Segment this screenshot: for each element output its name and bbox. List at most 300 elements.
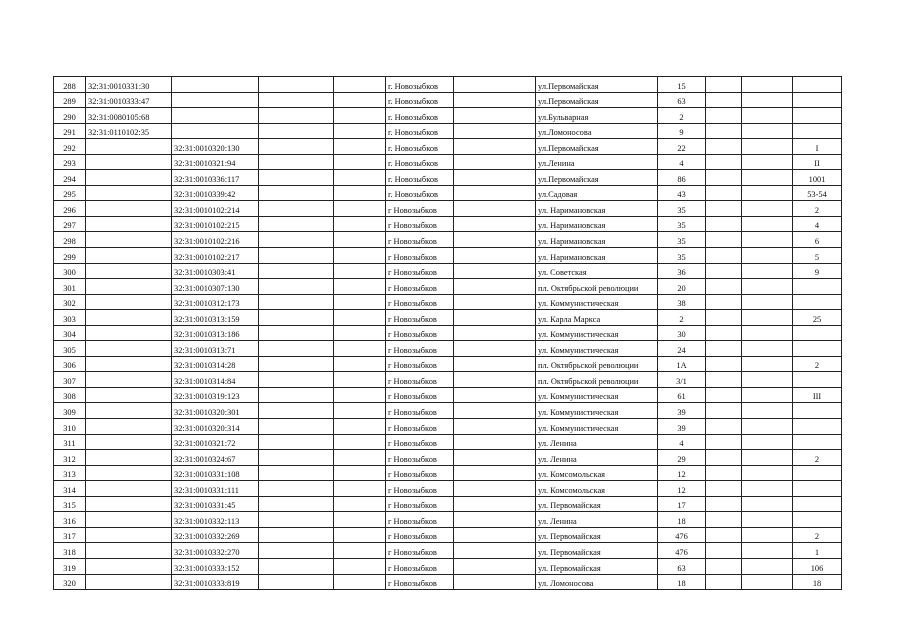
blank-cell	[454, 512, 536, 528]
house-number-cell: 63	[658, 92, 706, 108]
cadastral-number-building: 32:31:0010312:173	[172, 294, 259, 310]
premises-number-cell	[793, 481, 842, 497]
table-row	[54, 372, 842, 388]
blank-cell	[259, 248, 334, 264]
blank-cell	[334, 263, 386, 279]
cadastral-number-building: 32:31:0010321:94	[172, 154, 259, 170]
row-number: 293	[54, 154, 86, 170]
row-number: 304	[54, 325, 86, 341]
blank-cell	[706, 263, 742, 279]
locality-cell: г Новозыбков	[386, 341, 454, 357]
house-number-cell: 2	[658, 108, 706, 124]
premises-number-cell: 2	[793, 201, 842, 217]
blank-cell	[706, 108, 742, 124]
blank-cell	[334, 341, 386, 357]
locality-cell: г Новозыбков	[386, 558, 454, 574]
street-cell: ул.Первомайская	[536, 92, 658, 108]
cadastral-number-land	[86, 248, 172, 264]
cadastral-number-building: 32:31:0010319:123	[172, 387, 259, 403]
blank-cell	[259, 154, 334, 170]
table-row	[54, 512, 842, 528]
row-number: 299	[54, 248, 86, 264]
house-number-cell: 17	[658, 496, 706, 512]
street-cell: ул. Карла Маркса	[536, 310, 658, 326]
locality-cell: г. Новозыбков	[386, 77, 454, 93]
blank-cell	[706, 248, 742, 264]
blank-cell	[706, 185, 742, 201]
blank-cell	[454, 356, 536, 372]
blank-cell	[259, 481, 334, 497]
cadastral-number-building	[172, 92, 259, 108]
blank-cell	[454, 419, 536, 435]
blank-cell	[334, 387, 386, 403]
table-row	[54, 294, 842, 310]
blank-cell	[742, 450, 793, 466]
row-number: 307	[54, 372, 86, 388]
table-row	[54, 543, 842, 559]
house-number-cell: 39	[658, 403, 706, 419]
blank-cell	[742, 356, 793, 372]
blank-cell	[334, 574, 386, 590]
cadastral-number-building: 32:31:0010331:108	[172, 465, 259, 481]
row-number: 318	[54, 543, 86, 559]
cadastral-number-building: 32:31:0010336:117	[172, 170, 259, 186]
locality-cell: г. Новозыбков	[386, 123, 454, 139]
blank-cell	[259, 92, 334, 108]
blank-cell	[454, 170, 536, 186]
blank-cell	[454, 527, 536, 543]
blank-cell	[334, 216, 386, 232]
street-cell: ул.Садовая	[536, 185, 658, 201]
locality-cell: г Новозыбков	[386, 248, 454, 264]
premises-number-cell: I	[793, 139, 842, 155]
blank-cell	[706, 403, 742, 419]
blank-cell	[706, 543, 742, 559]
premises-number-cell	[793, 325, 842, 341]
blank-cell	[259, 527, 334, 543]
row-number: 295	[54, 185, 86, 201]
premises-number-cell: 25	[793, 310, 842, 326]
street-cell: ул.Бульварная	[536, 108, 658, 124]
table-row	[54, 481, 842, 497]
cadastral-number-land	[86, 139, 172, 155]
house-number-cell: 24	[658, 341, 706, 357]
blank-cell	[259, 201, 334, 217]
blank-cell	[259, 123, 334, 139]
cadastral-number-land	[86, 465, 172, 481]
premises-number-cell	[793, 403, 842, 419]
premises-number-cell	[793, 434, 842, 450]
cadastral-number-building: 32:31:0010313:159	[172, 310, 259, 326]
cadastral-number-land	[86, 558, 172, 574]
blank-cell	[454, 232, 536, 248]
street-cell: ул. Коммунистическая	[536, 403, 658, 419]
blank-cell	[706, 419, 742, 435]
street-cell: пл. Октябрьской революции	[536, 372, 658, 388]
row-number: 320	[54, 574, 86, 590]
table-row	[54, 403, 842, 419]
blank-cell	[742, 232, 793, 248]
table-row	[54, 574, 842, 590]
table-row	[54, 496, 842, 512]
cadastral-number-land	[86, 325, 172, 341]
blank-cell	[259, 108, 334, 124]
blank-cell	[259, 543, 334, 559]
cadastral-number-land	[86, 450, 172, 466]
locality-cell: г Новозыбков	[386, 527, 454, 543]
row-number: 289	[54, 92, 86, 108]
cadastral-number-land	[86, 170, 172, 186]
cadastral-number-land	[86, 232, 172, 248]
cadastral-number-land	[86, 403, 172, 419]
cadastral-number-building	[172, 123, 259, 139]
blank-cell	[742, 325, 793, 341]
blank-cell	[706, 574, 742, 590]
blank-cell	[454, 372, 536, 388]
blank-cell	[706, 341, 742, 357]
blank-cell	[454, 387, 536, 403]
blank-cell	[454, 465, 536, 481]
premises-number-cell	[793, 279, 842, 295]
street-cell: пл. Октябрьской революции	[536, 279, 658, 295]
cadastral-number-land	[86, 481, 172, 497]
cadastral-number-building: 32:31:0010314:84	[172, 372, 259, 388]
locality-cell: г. Новозыбков	[386, 185, 454, 201]
blank-cell	[742, 310, 793, 326]
row-number: 291	[54, 123, 86, 139]
locality-cell: г Новозыбков	[386, 481, 454, 497]
blank-cell	[706, 170, 742, 186]
street-cell: ул. Коммунистическая	[536, 341, 658, 357]
row-number: 301	[54, 279, 86, 295]
row-number: 314	[54, 481, 86, 497]
house-number-cell: 43	[658, 185, 706, 201]
blank-cell	[454, 325, 536, 341]
premises-number-cell	[793, 108, 842, 124]
premises-number-cell: III	[793, 387, 842, 403]
street-cell: ул. Комсомольская	[536, 481, 658, 497]
cadastral-number-land: 32:31:0080105:68	[86, 108, 172, 124]
table-row	[54, 201, 842, 217]
cadastral-number-land	[86, 434, 172, 450]
cadastral-number-land	[86, 263, 172, 279]
blank-cell	[454, 450, 536, 466]
blank-cell	[334, 248, 386, 264]
premises-number-cell: 53-54	[793, 185, 842, 201]
street-cell: ул.Ломоносова	[536, 123, 658, 139]
street-cell: ул. Ленина	[536, 512, 658, 528]
blank-cell	[706, 154, 742, 170]
premises-number-cell: 2	[793, 450, 842, 466]
blank-cell	[259, 310, 334, 326]
blank-cell	[742, 123, 793, 139]
street-cell: ул. Наримановская	[536, 201, 658, 217]
table-row	[54, 434, 842, 450]
blank-cell	[742, 92, 793, 108]
blank-cell	[334, 356, 386, 372]
blank-cell	[454, 434, 536, 450]
house-number-cell: 20	[658, 279, 706, 295]
blank-cell	[742, 465, 793, 481]
blank-cell	[259, 372, 334, 388]
street-cell: пл. Октябрьской революции	[536, 356, 658, 372]
blank-cell	[334, 543, 386, 559]
blank-cell	[706, 310, 742, 326]
locality-cell: г Новозыбков	[386, 543, 454, 559]
blank-cell	[742, 216, 793, 232]
locality-cell: г. Новозыбков	[386, 108, 454, 124]
locality-cell: г. Новозыбков	[386, 139, 454, 155]
premises-number-cell: 1	[793, 543, 842, 559]
cadastral-number-building: 32:31:0010102:216	[172, 232, 259, 248]
premises-number-cell: 6	[793, 232, 842, 248]
street-cell: ул. Первомайская	[536, 527, 658, 543]
blank-cell	[706, 527, 742, 543]
street-cell: ул.Ленина	[536, 154, 658, 170]
premises-number-cell	[793, 77, 842, 93]
locality-cell: г Новозыбков	[386, 201, 454, 217]
blank-cell	[454, 481, 536, 497]
cadastral-number-building: 32:31:0010333:152	[172, 558, 259, 574]
row-number: 319	[54, 558, 86, 574]
blank-cell	[706, 294, 742, 310]
table-row	[54, 527, 842, 543]
premises-number-cell: 4	[793, 216, 842, 232]
row-number: 294	[54, 170, 86, 186]
street-cell: ул. Ленина	[536, 450, 658, 466]
blank-cell	[259, 465, 334, 481]
row-number: 303	[54, 310, 86, 326]
blank-cell	[334, 139, 386, 155]
premises-number-cell: 5	[793, 248, 842, 264]
table-row	[54, 450, 842, 466]
street-cell: ул. Первомайская	[536, 543, 658, 559]
cadastral-number-building: 32:31:0010307:130	[172, 279, 259, 295]
table-row	[54, 341, 842, 357]
table-row	[54, 325, 842, 341]
premises-number-cell: 2	[793, 527, 842, 543]
blank-cell	[742, 294, 793, 310]
house-number-cell: 1А	[658, 356, 706, 372]
house-number-cell: 18	[658, 574, 706, 590]
blank-cell	[259, 574, 334, 590]
row-number: 298	[54, 232, 86, 248]
blank-cell	[454, 263, 536, 279]
blank-cell	[454, 92, 536, 108]
blank-cell	[334, 77, 386, 93]
street-cell: ул. Коммунистическая	[536, 325, 658, 341]
blank-cell	[259, 403, 334, 419]
blank-cell	[742, 496, 793, 512]
blank-cell	[706, 201, 742, 217]
cadastral-number-building: 32:31:0010332:113	[172, 512, 259, 528]
row-number: 316	[54, 512, 86, 528]
row-number: 312	[54, 450, 86, 466]
blank-cell	[259, 325, 334, 341]
blank-cell	[706, 232, 742, 248]
blank-cell	[334, 154, 386, 170]
cadastral-number-land	[86, 216, 172, 232]
blank-cell	[706, 216, 742, 232]
house-number-cell: 38	[658, 294, 706, 310]
street-cell: ул. Наримановская	[536, 248, 658, 264]
blank-cell	[454, 574, 536, 590]
table-row	[54, 154, 842, 170]
blank-cell	[742, 387, 793, 403]
street-cell: ул. Комсомольская	[536, 465, 658, 481]
blank-cell	[742, 108, 793, 124]
premises-number-cell	[793, 92, 842, 108]
premises-number-cell: 1001	[793, 170, 842, 186]
blank-cell	[454, 216, 536, 232]
cadastral-number-land	[86, 372, 172, 388]
cadastral-number-land: 32:31:0110102:35	[86, 123, 172, 139]
blank-cell	[259, 387, 334, 403]
locality-cell: г Новозыбков	[386, 372, 454, 388]
row-number: 290	[54, 108, 86, 124]
blank-cell	[259, 419, 334, 435]
blank-cell	[334, 201, 386, 217]
locality-cell: г Новозыбков	[386, 419, 454, 435]
blank-cell	[334, 558, 386, 574]
cadastral-number-land	[86, 279, 172, 295]
street-cell: ул.Первомайская	[536, 77, 658, 93]
blank-cell	[706, 325, 742, 341]
blank-cell	[742, 185, 793, 201]
cadastral-number-land	[86, 527, 172, 543]
locality-cell: г Новозыбков	[386, 496, 454, 512]
blank-cell	[259, 356, 334, 372]
cadastral-number-land	[86, 341, 172, 357]
locality-cell: г. Новозыбков	[386, 154, 454, 170]
street-cell: ул. Советская	[536, 263, 658, 279]
street-cell: ул. Коммунистическая	[536, 387, 658, 403]
premises-number-cell	[793, 294, 842, 310]
blank-cell	[742, 543, 793, 559]
house-number-cell: 39	[658, 419, 706, 435]
cadastral-number-building: 32:31:0010102:214	[172, 201, 259, 217]
blank-cell	[706, 139, 742, 155]
blank-cell	[259, 512, 334, 528]
blank-cell	[334, 434, 386, 450]
blank-cell	[334, 185, 386, 201]
cadastral-number-land	[86, 574, 172, 590]
cadastral-number-building: 32:31:0010332:270	[172, 543, 259, 559]
row-number: 297	[54, 216, 86, 232]
blank-cell	[334, 123, 386, 139]
cadastral-number-building: 32:31:0010324:67	[172, 450, 259, 466]
house-number-cell: 2	[658, 310, 706, 326]
blank-cell	[706, 450, 742, 466]
table-row	[54, 263, 842, 279]
row-number: 302	[54, 294, 86, 310]
cadastral-number-building: 32:31:0010320:130	[172, 139, 259, 155]
street-cell: ул. Ленина	[536, 434, 658, 450]
blank-cell	[454, 139, 536, 155]
premises-number-cell	[793, 341, 842, 357]
blank-cell	[706, 92, 742, 108]
blank-cell	[259, 170, 334, 186]
blank-cell	[742, 263, 793, 279]
cadastral-number-building: 32:31:0010320:301	[172, 403, 259, 419]
locality-cell: г Новозыбков	[386, 387, 454, 403]
blank-cell	[706, 123, 742, 139]
blank-cell	[742, 574, 793, 590]
registry-body	[54, 77, 842, 590]
blank-cell	[334, 170, 386, 186]
blank-cell	[706, 512, 742, 528]
blank-cell	[259, 450, 334, 466]
premises-number-cell	[793, 123, 842, 139]
blank-cell	[259, 263, 334, 279]
table-row	[54, 216, 842, 232]
premises-number-cell: 2	[793, 356, 842, 372]
blank-cell	[742, 279, 793, 295]
blank-cell	[259, 434, 334, 450]
blank-cell	[334, 512, 386, 528]
blank-cell	[334, 279, 386, 295]
blank-cell	[742, 341, 793, 357]
cadastral-number-building: 32:31:0010102:217	[172, 248, 259, 264]
blank-cell	[454, 185, 536, 201]
table-row	[54, 419, 842, 435]
table-row	[54, 232, 842, 248]
blank-cell	[742, 434, 793, 450]
cadastral-number-building	[172, 77, 259, 93]
house-number-cell: 18	[658, 512, 706, 528]
cadastral-number-land	[86, 387, 172, 403]
cadastral-number-land	[86, 154, 172, 170]
row-number: 292	[54, 139, 86, 155]
table-row	[54, 248, 842, 264]
street-cell: ул.Первомайская	[536, 139, 658, 155]
locality-cell: г Новозыбков	[386, 232, 454, 248]
table-row	[54, 77, 842, 93]
house-number-cell: 86	[658, 170, 706, 186]
street-cell: ул. Коммунистическая	[536, 419, 658, 435]
blank-cell	[259, 139, 334, 155]
blank-cell	[742, 419, 793, 435]
blank-cell	[334, 465, 386, 481]
table-row	[54, 387, 842, 403]
blank-cell	[742, 170, 793, 186]
house-number-cell: 476	[658, 527, 706, 543]
house-number-cell: 36	[658, 263, 706, 279]
blank-cell	[706, 465, 742, 481]
blank-cell	[706, 356, 742, 372]
blank-cell	[706, 372, 742, 388]
locality-cell: г Новозыбков	[386, 356, 454, 372]
locality-cell: г Новозыбков	[386, 216, 454, 232]
blank-cell	[334, 92, 386, 108]
cadastral-number-land	[86, 356, 172, 372]
locality-cell: г Новозыбков	[386, 574, 454, 590]
cadastral-number-building: 32:31:0010331:111	[172, 481, 259, 497]
cadastral-number-land: 32:31:0010331:30	[86, 77, 172, 93]
row-number: 305	[54, 341, 86, 357]
cadastral-number-building: 32:31:0010321:72	[172, 434, 259, 450]
premises-number-cell	[793, 496, 842, 512]
house-number-cell: 22	[658, 139, 706, 155]
blank-cell	[334, 496, 386, 512]
house-number-cell: 15	[658, 77, 706, 93]
row-number: 309	[54, 403, 86, 419]
premises-number-cell	[793, 419, 842, 435]
table-row	[54, 170, 842, 186]
premises-number-cell: II	[793, 154, 842, 170]
cadastral-number-building: 32:31:0010102:215	[172, 216, 259, 232]
row-number: 313	[54, 465, 86, 481]
